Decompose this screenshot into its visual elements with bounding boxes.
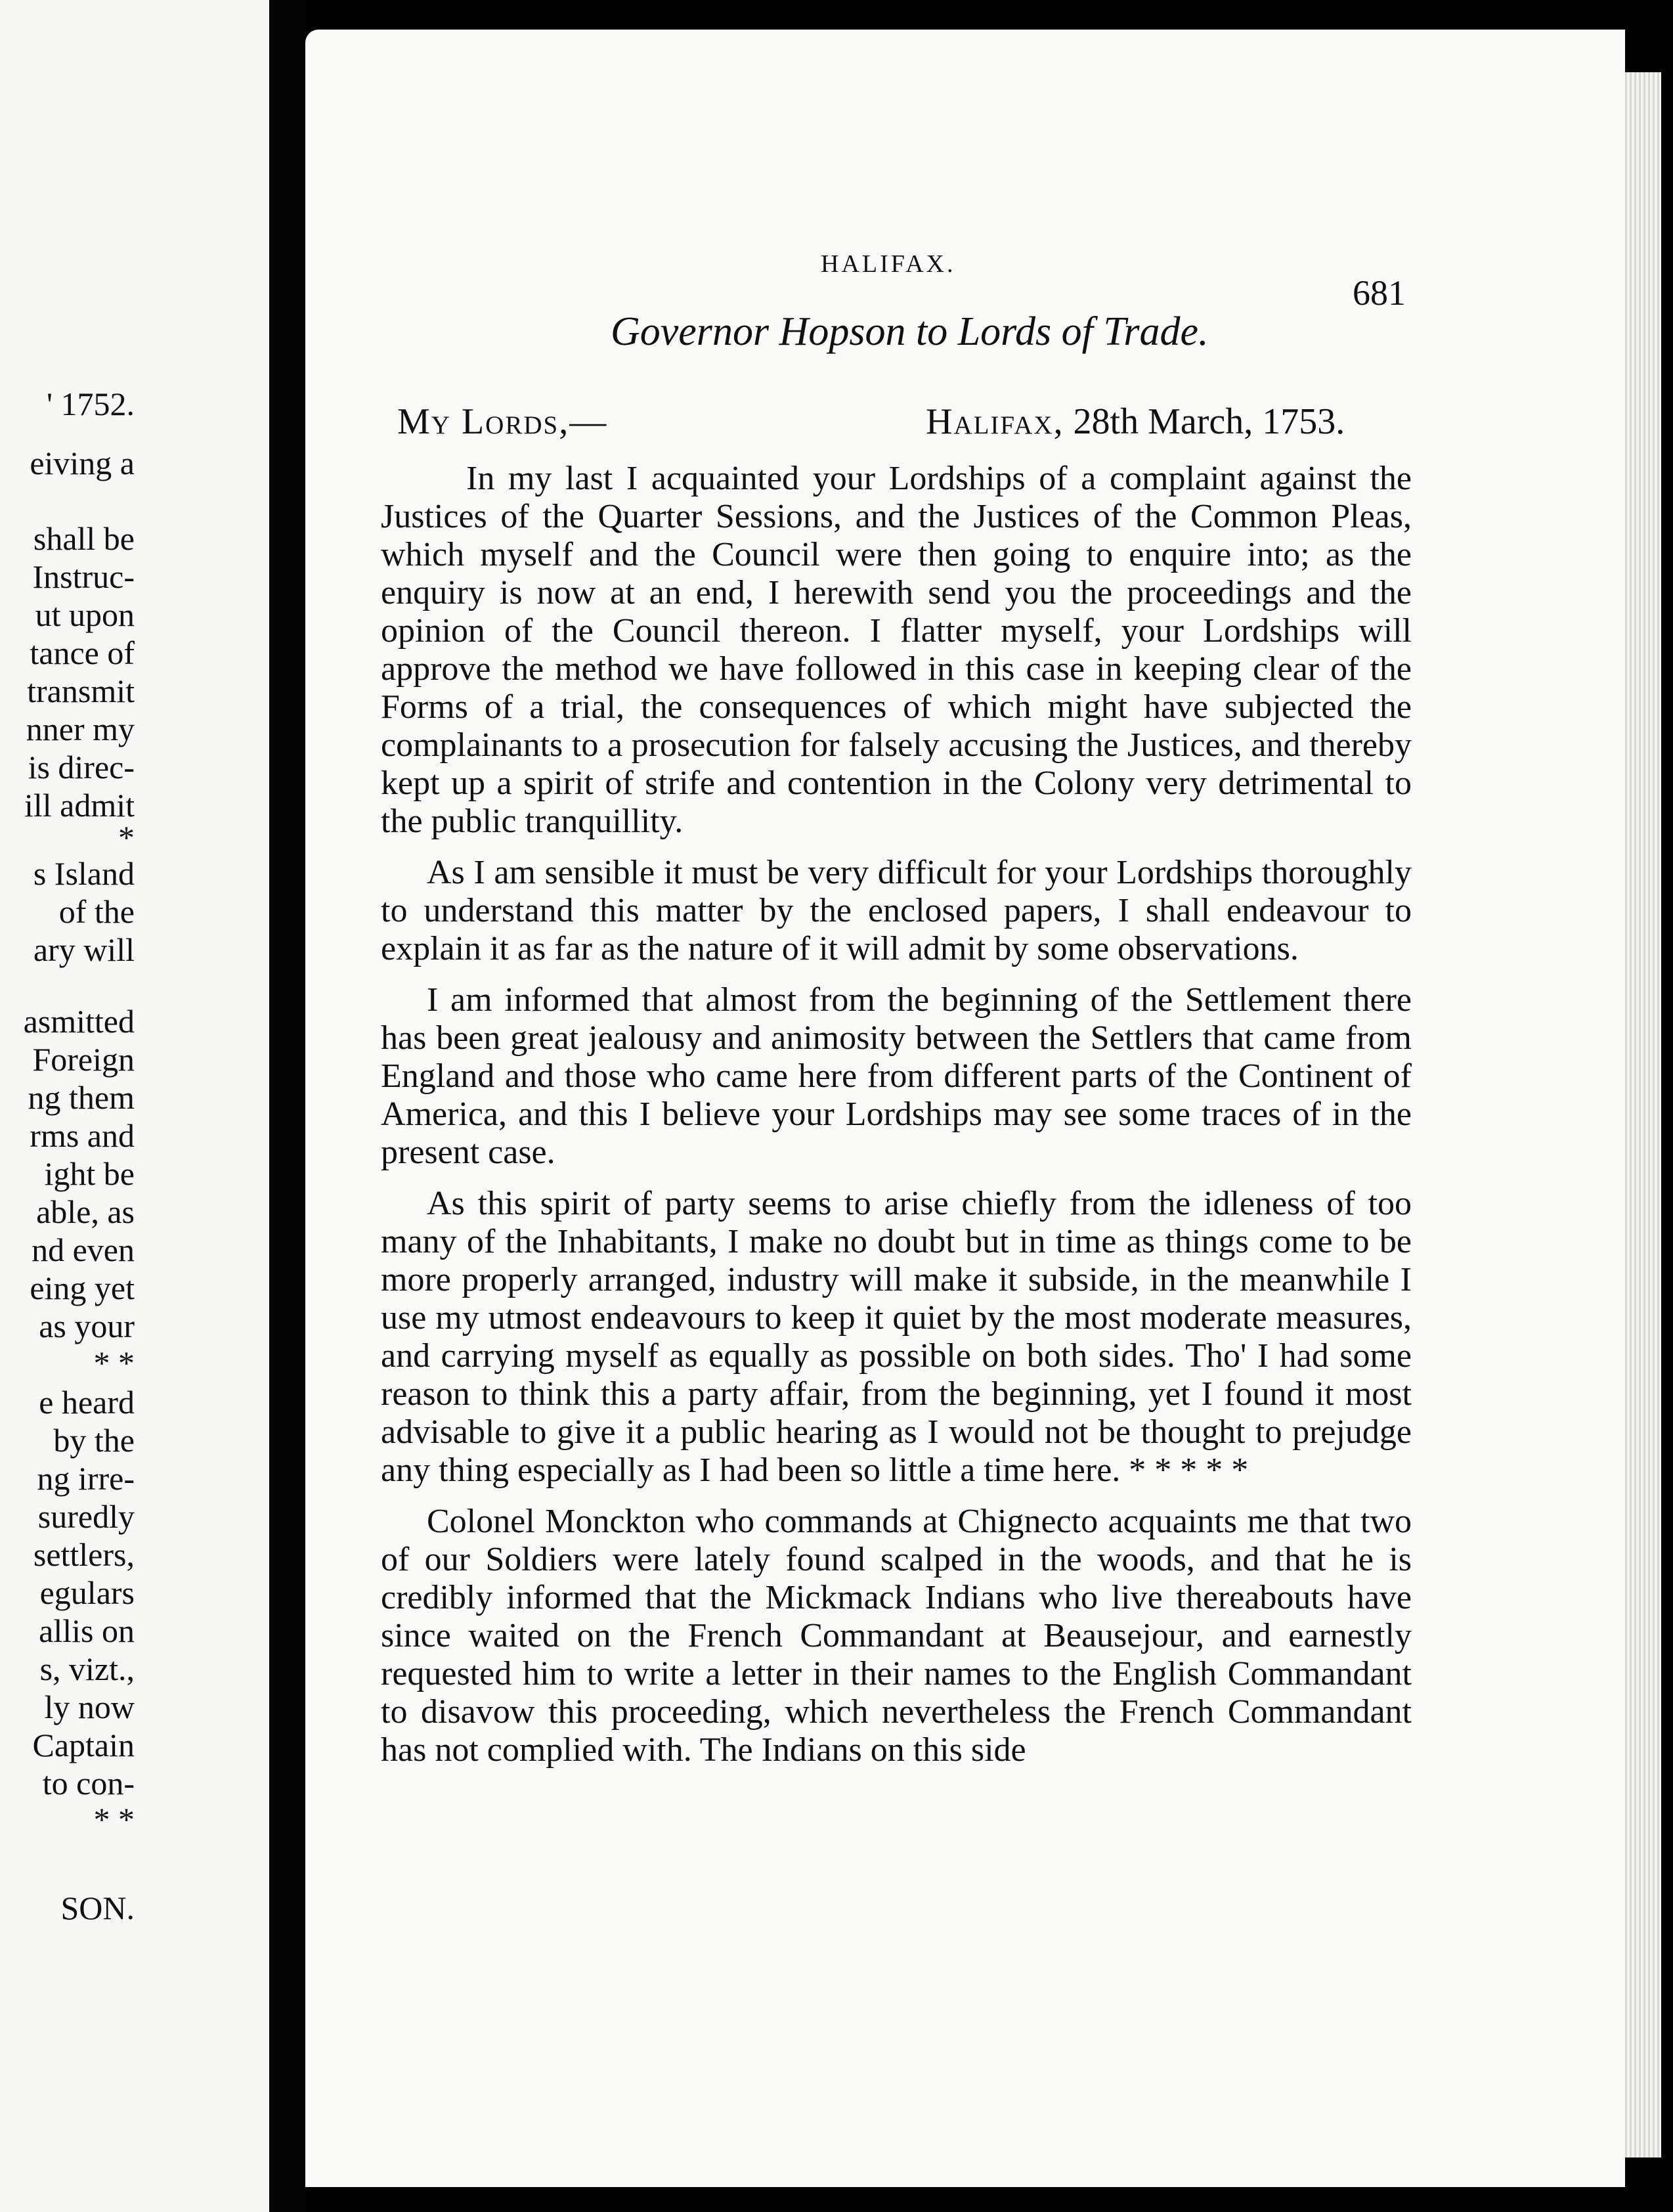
left-fragment: * * (93, 1801, 135, 1838)
left-fragment: Foreign (32, 1041, 135, 1078)
left-fragment: eing yet (30, 1270, 135, 1306)
left-fragment: transmit (27, 673, 135, 709)
dateline (926, 401, 1345, 443)
salutation: My Lords,— (397, 401, 608, 442)
left-fragment: nner my (26, 711, 135, 747)
left-fragment: Captain (32, 1727, 135, 1763)
paragraph: Colonel Monckton who commands at Chignecto acquaints me that two of our Soldiers were lately found scalped in the woods, and that he is credibly informed that the Mickmack Indians who live thereabouts have since waited on the French Commandant at Beausejour, and earnestly requested him to write a letter in their names to the English Commandant to disavow this proceeding, which nevertheless the French Commandant has not complied with. The Indians on this side (381, 1503, 1412, 1769)
left-fragment: suredly (37, 1498, 135, 1535)
left-fragment: * (118, 819, 135, 856)
letter-title: Governor Hopson to Lords of Trade. (611, 309, 1209, 354)
left-fragment: able, as (36, 1193, 135, 1230)
left-fragment: s Island (33, 855, 135, 892)
paragraph: I am informed that almost from the beginning of the Settlement there has been great jealousy and animosity between the Settlers that came from England and those who came here from different parts of the Continent of America, and this I believe your Lordships may see some traces of in the present case. (381, 981, 1412, 1171)
left-fragment: tance of (30, 634, 135, 671)
left-fragment: is direc- (28, 749, 135, 785)
left-fragment: egulars (39, 1574, 135, 1611)
left-fragment: to con- (42, 1765, 135, 1802)
left-fragment: e heard (39, 1384, 135, 1421)
left-fragment: ' 1752. (46, 386, 135, 422)
left-fragment: shall be (33, 520, 135, 557)
left-fragment: asmitted (23, 1003, 135, 1040)
left-fragment: ary will (33, 931, 135, 968)
running-head: HALIFAX. (821, 250, 956, 278)
left-fragment: settlers, (33, 1536, 135, 1573)
page-edges (1625, 72, 1661, 2157)
left-fragment: nd even (32, 1231, 135, 1268)
left-fragment: by the (53, 1422, 135, 1459)
paragraph: In my last I acquainted your Lordships of a complaint against the Justices of the Quarter Sessions, and the Justices of the Common Pleas, which myself and the Council were then going to enquire into; as the enquiry is now at an end, I herewith send you the proceedings and the opinion of the Council thereon. I flatter myself, your Lordships will approve the method we have followed in this case in keeping clear of the Forms of a trial, the consequences of which might have subjected the complainants to a prosecution for falsely accusing the Justices, and thereby kept up a spirit of strife and contention in the Colony very detrimental to the public tranquillity. (381, 460, 1412, 840)
page-number: 681 (1353, 273, 1406, 313)
left-fragment: allis on (39, 1612, 135, 1649)
left-fragment: as your (39, 1308, 135, 1344)
dateline-date: 28th March, 1753. (1073, 401, 1345, 442)
left-fragment: ut upon (35, 596, 135, 633)
book-gutter (269, 0, 305, 2212)
left-fragment: ly now (44, 1689, 135, 1725)
left-fragment: eiving a (30, 445, 135, 481)
left-fragment: of the (58, 893, 135, 930)
letter-body (381, 460, 1412, 1782)
left-page (0, 0, 269, 2212)
left-fragment: ight be (44, 1155, 135, 1192)
left-fragment: ng irre- (37, 1460, 135, 1497)
dateline-place: Halifax, (926, 401, 1064, 442)
left-fragment: ill admit (24, 787, 135, 824)
paragraph: As this spirit of party seems to arise chiefly from the idleness of too many of the Inhabitants, I make no doubt but in time as things come to be more properly arranged, industry will make it subside, in the meanwhile I use my utmost endeavours to keep it quiet by the most moderate measures, and carrying myself as equally as possible on both sides. Tho' I had some reason to think this a party affair, from the beginning, yet I found it most advisable to give it a public hearing as I would not be thought to prejudge any thing especially as I had been so little a time here. * * * * * (381, 1185, 1412, 1489)
left-fragment: Instruc- (32, 558, 135, 595)
left-fragment: s, vizt., (39, 1650, 135, 1687)
left-fragment: rms and (30, 1117, 135, 1154)
paragraph: As I am sensible it must be very difficult for your Lordships thoroughly to understand this matter by the enclosed papers, I shall endeavour to explain it as far as the nature of it will admit by some observations. (381, 854, 1412, 967)
left-fragment: ng them (28, 1079, 135, 1116)
left-fragment: SON. (60, 1890, 135, 1926)
left-fragment: * * (93, 1344, 135, 1381)
